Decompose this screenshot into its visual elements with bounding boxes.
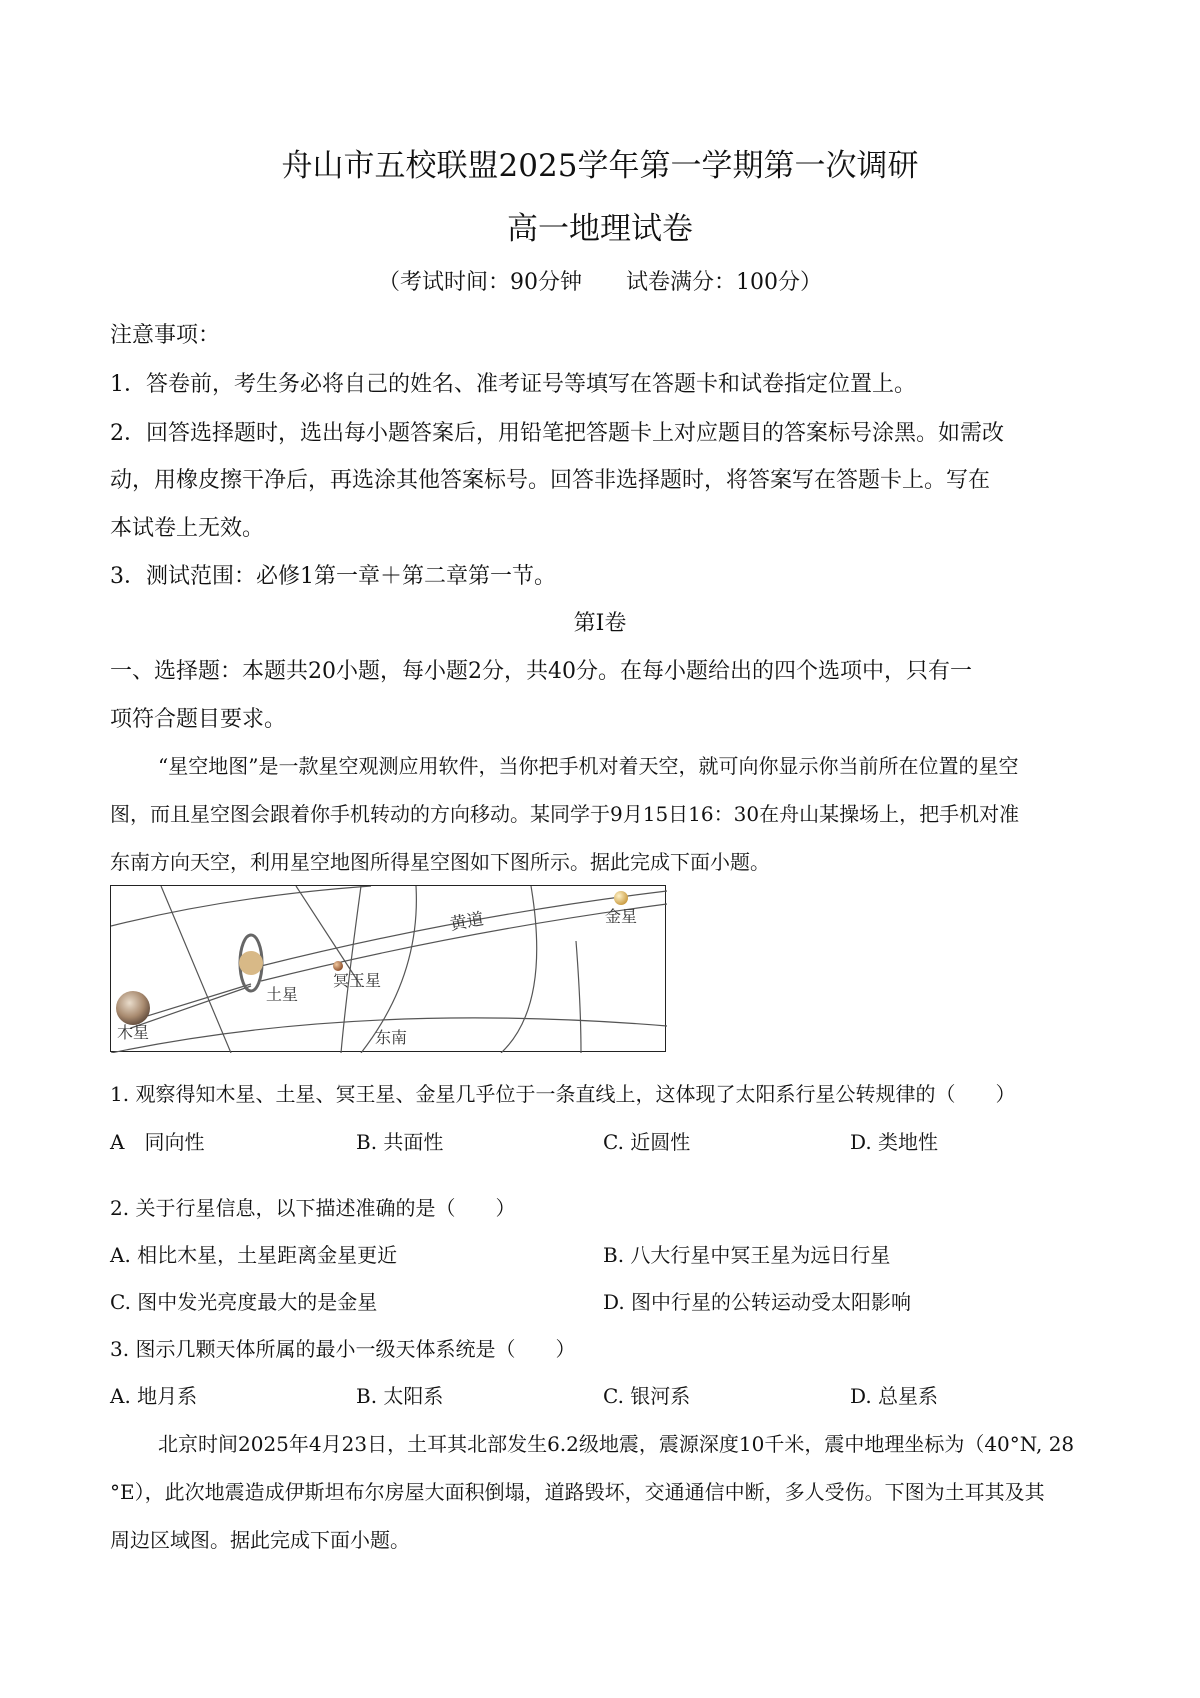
question-3-stem: 3. 图示几颗天体所属的最小一级天体系统是（ ） [110,1337,576,1361]
exam-subject: 高一地理试卷 [507,211,693,247]
saturn-icon [239,935,263,991]
q1-option-c[interactable]: C. 近圆性 [603,1130,691,1154]
q3-option-d[interactable]: D. 总星系 [850,1384,939,1408]
q1-option-d[interactable]: D. 类地性 [850,1130,939,1154]
notice-item: 3．测试范围：必修1第一章＋第二章第一节。 [110,564,556,589]
q2-option-c[interactable]: C. 图中发光亮度最大的是金星 [110,1290,378,1314]
exam-title: 舟山市五校联盟2025学年第一学期第一次调研 [281,148,919,184]
question-1-stem: 1. 观察得知木星、土星、冥王星、金星几乎位于一条直线上，这体现了太阳系行星公转规律的（ ） [110,1082,1016,1106]
q2-option-b[interactable]: B. 八大行星中冥王星为远日行星 [603,1243,891,1267]
jupiter-label: 木星 [117,1023,150,1042]
notice-heading: 注意事项： [110,323,221,348]
southeast-label: 东南 [375,1028,408,1047]
notice-item: 2．回答选择题时，选出每小题答案后，用铅笔把答题卡上对应题目的答案标号涂黑。如需改 [110,421,1005,446]
grid-line [111,886,371,926]
passage-line: 北京时间2025年4月23日，土耳其北部发生6.2级地震，震源深度10千米，震中地理坐标为（40°N, 28 [158,1432,1075,1456]
question-2-stem: 2. 关于行星信息，以下描述准确的是（ ） [110,1196,516,1220]
q2-option-d[interactable]: D. 图中行星的公转运动受太阳影响 [603,1290,912,1314]
star-map-figure [110,885,666,1052]
notice-item: 动，用橡皮擦干净后，再选涂其他答案标号。回答非选择题时，将答案写在答题卡上。写在 [110,468,991,493]
star-map-svg [111,886,667,1053]
q1-option-b[interactable]: B. 共面性 [356,1130,444,1154]
pluto-label: 冥王星 [333,971,382,990]
passage-line: “星空地图”是一款星空观测应用软件，当你把手机对着天空，就可向你显示你当前所在位置的星空 [158,754,1019,778]
q3-option-c[interactable]: C. 银河系 [603,1384,691,1408]
notice-item: 本试卷上无效。 [110,516,265,541]
passage-line: 周边区域图。据此完成下面小题。 [110,1528,410,1552]
q3-option-b[interactable]: B. 太阳系 [356,1384,444,1408]
passage-line: 图，而且星空图会跟着你手机转动的方向移动。某同学于9月15日16：30在舟山某操场上，把手机对准 [110,802,1020,826]
jupiter-icon [116,991,150,1025]
q1-option-a[interactable]: A 同向性 [110,1130,205,1154]
q3-option-a[interactable]: A. 地月系 [110,1384,198,1408]
exam-info: （考试时间：90分钟 试卷满分：100分） [378,270,822,295]
venus-icon [614,891,628,905]
passage-line: 东南方向天空，利用星空地图所得星空图如下图所示。据此完成下面小题。 [110,850,770,874]
venus-label: 金星 [605,907,638,926]
saturn-label: 土星 [266,985,299,1004]
ecliptic-label: 黄道 [448,909,486,935]
pluto-icon [333,961,343,971]
volume-label: 第I卷 [573,611,627,636]
notice-item: 1．答卷前，考生务必将自己的姓名、准考证号等填写在答题卡和试卷指定位置上。 [110,372,916,397]
q2-option-a[interactable]: A. 相比木星，土星距离金星更近 [110,1243,398,1267]
section-instruction: 项符合题目要求。 [110,707,287,732]
section-instruction: 一、选择题：本题共20小题，每小题2分，共40分。在每小题给出的四个选项中，只有一 [110,659,972,684]
passage-line: °E），此次地震造成伊斯坦布尔房屋大面积倒塌，道路毁坏，交通通信中断，多人受伤。下图为土耳其及其 [110,1480,1045,1504]
